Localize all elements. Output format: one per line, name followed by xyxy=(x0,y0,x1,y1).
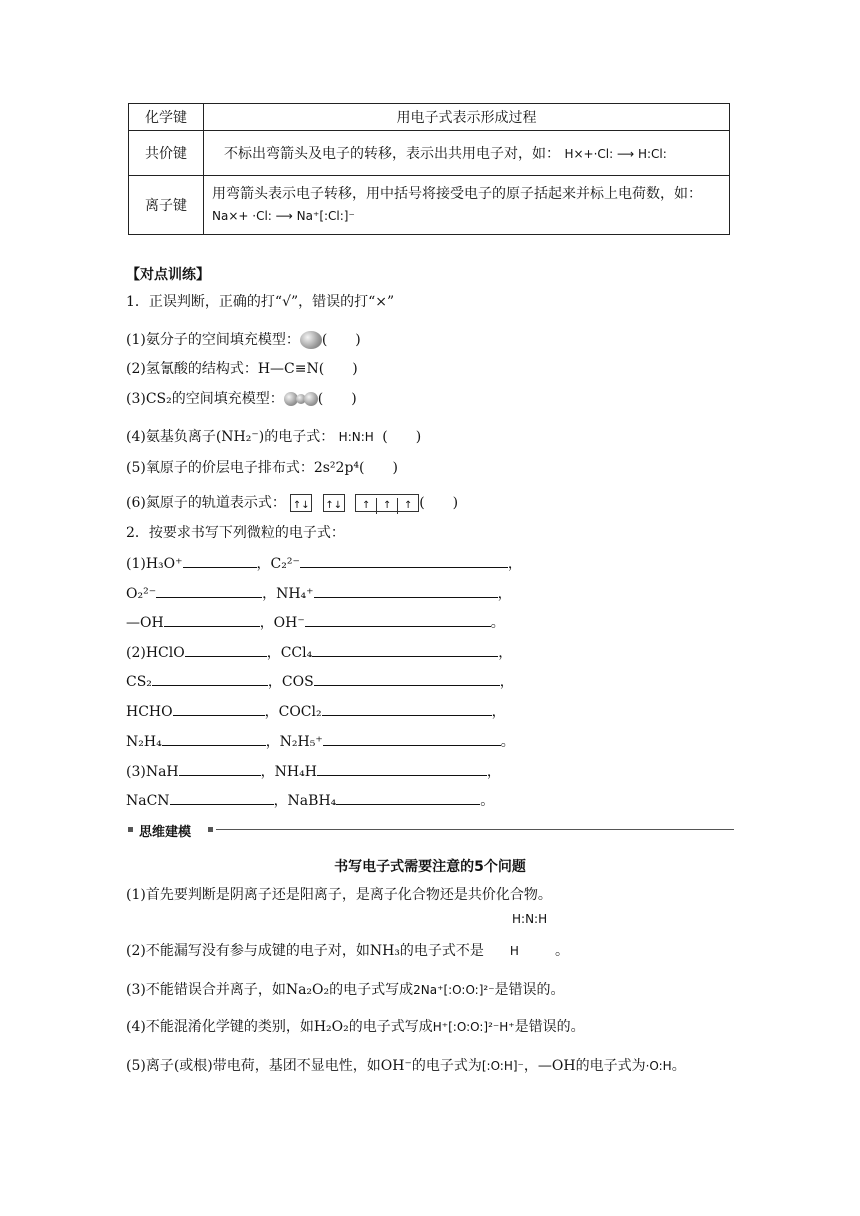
q2-label-b: ，NH₄H xyxy=(260,764,317,780)
answer-blank[interactable] xyxy=(300,555,508,568)
q2-line xyxy=(126,703,506,721)
q2-label-a: O₂²⁻ xyxy=(126,586,157,602)
row-covalent-desc: 不标出弯箭头及电子的转移，表示出共用电子对，如： xyxy=(224,146,560,162)
answer-blank[interactable] xyxy=(314,673,500,686)
orbital-2p-box xyxy=(355,494,419,512)
practice-heading: 【对点训练】 xyxy=(126,267,210,283)
answer-blank[interactable] xyxy=(305,614,491,627)
q2-line xyxy=(126,585,512,603)
section-header-thinking-model xyxy=(128,823,734,840)
answer-blank[interactable] xyxy=(183,555,257,568)
q2-line xyxy=(126,733,515,751)
model-point-4-text: (4)不能混淆化学键的类别，如H₂O₂的电子式写成 xyxy=(126,1019,433,1035)
q2-label-a: —OH xyxy=(126,615,164,631)
model-point-5-text: (5)离子(或根)带电荷，基团不显电性，如OH⁻的电子式为 xyxy=(126,1058,482,1074)
model-point-3-suffix: 是错误的。 xyxy=(494,982,565,998)
answer-blank[interactable] xyxy=(162,733,266,746)
q2-label-a: (1)H₃O⁺ xyxy=(126,556,183,572)
q2-line xyxy=(126,792,494,810)
q1-item-6-text: (6)氮原子的轨道表示式： xyxy=(126,495,286,511)
h2o2-wrong-formula: H⁺[:O:O:]²⁻H⁺ xyxy=(432,1020,515,1034)
row-covalent-desc-cell xyxy=(204,131,730,176)
q2-line-end: ， xyxy=(507,556,522,572)
q1-item-4 xyxy=(126,428,421,446)
answer-blank[interactable] xyxy=(323,733,501,746)
model-title: 书写电子式需要注意的5个问题 xyxy=(334,859,526,875)
q2-label-b: ，C₂²⁻ xyxy=(256,556,300,572)
q2-label-a: N₂H₄ xyxy=(126,734,162,750)
covalent-example-formula: H×+·Cl: ⟶ H:Cl: xyxy=(564,147,667,161)
q2-line xyxy=(126,555,522,573)
q2-line xyxy=(126,614,505,632)
q2-line xyxy=(126,644,512,662)
orbital-2p-2: ↑ xyxy=(376,498,397,514)
cs2-model-sulfur-right-icon xyxy=(304,392,318,406)
bond-table xyxy=(128,103,730,235)
q2-line-end: ， xyxy=(486,764,501,780)
answer-blank[interactable] xyxy=(156,585,262,598)
q1-item-3-bracket: ( ) xyxy=(317,391,357,407)
answer-blank[interactable] xyxy=(317,763,487,776)
model-point-5 xyxy=(126,1057,686,1075)
q1-item-1-text: (1)氨分子的空间填充模型： xyxy=(126,332,300,348)
orbital-1s-box xyxy=(290,494,312,512)
q2-line xyxy=(126,763,501,781)
q2-label-a: (2)HClO xyxy=(126,645,185,661)
model-point-2 xyxy=(126,942,569,960)
q1-item-4-text: (4)氨基负离子(NH₂⁻)的电子式： xyxy=(126,429,335,445)
q2-line-end: 。 xyxy=(490,615,505,631)
q2-label-b: ，CCl₄ xyxy=(266,645,313,661)
q1-item-4-bracket: ( ) xyxy=(382,429,422,445)
answer-blank[interactable] xyxy=(312,644,498,657)
ionic-example-formula: Na×+ ·Cl: ⟶ Na⁺[:Cl:]⁻ xyxy=(212,209,355,223)
q2-line xyxy=(126,673,514,691)
row-ionic-desc-cell xyxy=(204,176,730,235)
answer-blank[interactable] xyxy=(173,703,265,716)
q1-stem: 1．正误判断，正确的打“√”，错误的打“×” xyxy=(126,294,395,310)
table-header-bond: 化学键 xyxy=(129,104,204,131)
answer-blank[interactable] xyxy=(164,614,260,627)
answer-blank[interactable] xyxy=(152,673,268,686)
row-ionic-type: 离子键 xyxy=(129,176,204,235)
oh-ion-formula: [:O:H]⁻ xyxy=(481,1059,524,1073)
q2-line-end: ， xyxy=(491,704,506,720)
q2-label-b: ，COS xyxy=(267,674,314,690)
section-square-icon xyxy=(128,827,133,832)
q2-label-a: NaCN xyxy=(126,793,170,809)
orbital-2s-box xyxy=(323,494,345,512)
ammonia-model-icon xyxy=(300,331,322,349)
nh3-formula-bottom: H xyxy=(509,944,519,958)
q2-line-end: ， xyxy=(499,674,514,690)
q2-line-end: ， xyxy=(497,586,512,602)
table-header-process: 用电子式表示形成过程 xyxy=(204,104,730,131)
orbital-2s: ↑↓ xyxy=(325,500,343,511)
q2-line-end: ， xyxy=(498,645,513,661)
section-square-icon xyxy=(208,827,213,832)
model-point-4-suffix: 是错误的。 xyxy=(514,1019,585,1035)
section-rule xyxy=(216,829,734,830)
model-point-5-mid: ，—OH的电子式为 xyxy=(523,1058,646,1074)
q2-stem: 2．按要求书写下列微粒的电子式： xyxy=(126,525,345,541)
row-covalent-type: 共价键 xyxy=(129,131,204,176)
answer-blank[interactable] xyxy=(185,644,267,657)
q2-label-a: HCHO xyxy=(126,704,173,720)
model-point-2-period: 。 xyxy=(554,943,569,959)
q2-label-b: ，NH₄⁺ xyxy=(262,586,314,602)
q2-label-b: ，COCl₂ xyxy=(264,704,322,720)
q1-item-3 xyxy=(126,390,357,408)
model-point-4 xyxy=(126,1018,585,1036)
na2o2-wrong-formula: 2Na⁺[:O:O:]²⁻ xyxy=(413,983,495,997)
answer-blank[interactable] xyxy=(170,792,274,805)
q2-label-a: CS₂ xyxy=(126,674,152,690)
section-label: 思维建模 xyxy=(139,825,192,840)
model-point-5-period: 。 xyxy=(671,1058,686,1074)
q1-item-2: (2)氢氰酸的结构式：H—C≡N( ) xyxy=(126,361,358,377)
q2-label-b: ，N₂H₅⁺ xyxy=(265,734,323,750)
oh-group-formula: ·O:H xyxy=(645,1059,672,1073)
q1-item-1-bracket: ( ) xyxy=(321,332,361,348)
q1-item-3-text: (3)CS₂的空间填充模型： xyxy=(126,391,284,407)
q1-item-1 xyxy=(126,331,361,349)
answer-blank[interactable] xyxy=(179,763,261,776)
q2-line-end: 。 xyxy=(500,734,515,750)
row-ionic-desc: 用弯箭头表示电子转移，用中括号将接受电子的原子括起来并标上电荷数，如： xyxy=(212,186,702,202)
q2-line-end: 。 xyxy=(480,793,495,809)
model-point-1: (1)首先要判断是阴离子还是阳离子，是离子化合物还是共价化合物。 xyxy=(126,887,552,903)
nh3-formula-top: H:N:H xyxy=(512,912,548,926)
model-point-3 xyxy=(126,981,565,999)
q2-label-b: ，NaBH₄ xyxy=(273,793,337,809)
q2-label-a: (3)NaH xyxy=(126,764,179,780)
q1-item-5: (5)氧原子的价层电子排布式：2s²2p⁴( ) xyxy=(126,460,398,476)
orbital-1s: ↑↓ xyxy=(292,500,310,511)
answer-blank[interactable] xyxy=(314,585,498,598)
orbital-2p-1: ↑ xyxy=(362,500,371,511)
orbital-2p-3: ↑ xyxy=(397,498,418,514)
q1-item-6-bracket: ( ) xyxy=(419,495,459,511)
q1-item-6 xyxy=(126,494,458,512)
model-point-3-text: (3)不能错误合并离子，如Na₂O₂的电子式写成 xyxy=(126,982,414,998)
q2-label-b: ，OH⁻ xyxy=(259,615,305,631)
answer-blank[interactable] xyxy=(322,703,492,716)
answer-blank[interactable] xyxy=(336,792,480,805)
model-point-2-text: (2)不能漏写没有参与成键的电子对，如NH₃的电子式不是 xyxy=(126,943,484,959)
nh2-electron-formula: H:N:H xyxy=(338,430,374,444)
